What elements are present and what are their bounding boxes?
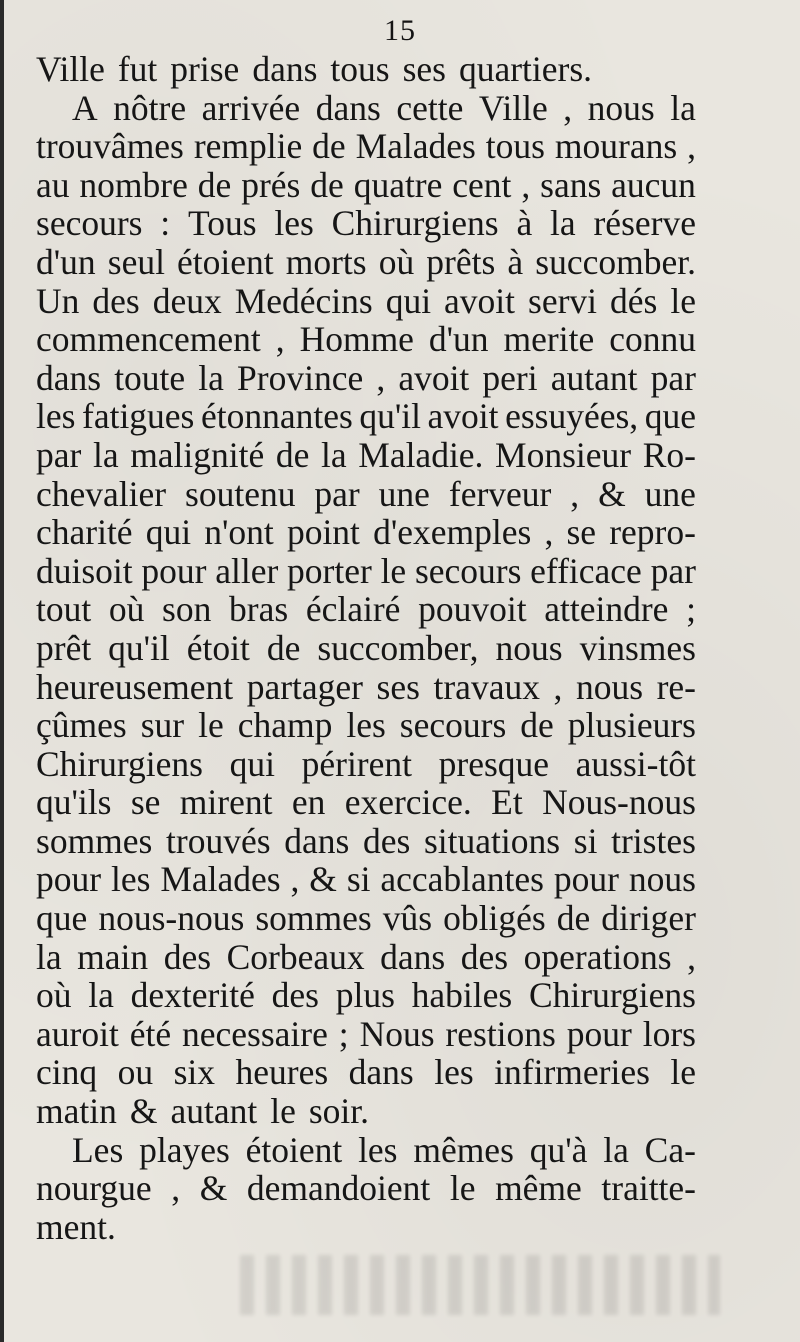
text-line: la main des Corbeaux dans des operations ,: [36, 936, 696, 977]
text-line: çûmes sur le champ les secours de plusieurs: [36, 705, 696, 746]
text-line: au nombre de prés de quatre cent , sans aucun: [36, 164, 696, 205]
text-line: qu'ils se mirent en exercice. Et Nous-nous: [36, 782, 696, 823]
text-line: secours : Tous les Chirurgiens à la réserve: [36, 203, 696, 244]
text-line: où la dexterité des plus habiles Chirurgiens: [36, 975, 696, 1016]
text-line: matin & autant le soir.: [36, 1091, 370, 1132]
text-line: les fatigues étonnantes qu'il avoit essuyées, que: [36, 396, 696, 437]
page-number: 15: [384, 14, 416, 47]
text-line: nourgue , & demandoient le même traitte-: [36, 1168, 696, 1209]
text-line: sommes trouvés dans des situations si tristes: [36, 820, 696, 861]
text-line: prêt qu'il étoit de succomber, nous vinsmes: [36, 627, 696, 668]
text-line: d'un seul étoient morts où prêts à succomber.: [36, 241, 696, 282]
text-line: pour les Malades , & si accablantes pour nous: [36, 859, 696, 900]
text-line: Un des deux Medécins qui avoit servi dés le: [36, 280, 696, 321]
show-through-bleed: [240, 1255, 720, 1315]
text-line: trouvâmes remplie de Malades tous mourans ,: [36, 126, 696, 167]
text-line: charité qui n'ont point d'exemples , se repro-: [36, 512, 696, 553]
text-line: cinq ou six heures dans les infirmeries le: [36, 1052, 696, 1093]
text-line: auroit été necessaire ; Nous restions pour lors: [36, 1013, 696, 1054]
text-line: Chirurgiens qui périrent presque aussi-tôt: [36, 743, 696, 784]
body-text: [36, 50, 696, 1246]
text-line: commencement , Homme d'un merite connu: [36, 319, 696, 360]
text-line: tout où son bras éclairé pouvoit atteindre ;: [36, 589, 696, 630]
text-line: par la malignité de la Maladie. Monsieur Ro-: [36, 434, 696, 475]
page-edge-shadow: [0, 0, 4, 1342]
text-line: heureusement partager ses travaux , nous re-: [36, 666, 696, 707]
text-line: chevalier soutenu par une ferveur , & une: [36, 473, 696, 514]
text-line: que nous-nous sommes vûs obligés de diriger: [36, 898, 696, 939]
text-line: ment.: [36, 1206, 116, 1247]
text-line: Ville fut prise dans tous ses quartiers.: [36, 49, 593, 89]
text-line: duisoit pour aller porter le secours efficace par: [36, 550, 696, 591]
text-line: A nôtre arrivée dans cette Ville , nous la: [72, 87, 696, 128]
text-line: Les playes étoient les mêmes qu'à la Ca-: [72, 1129, 696, 1170]
text-line: dans toute la Province , avoit peri autant par: [36, 357, 696, 398]
